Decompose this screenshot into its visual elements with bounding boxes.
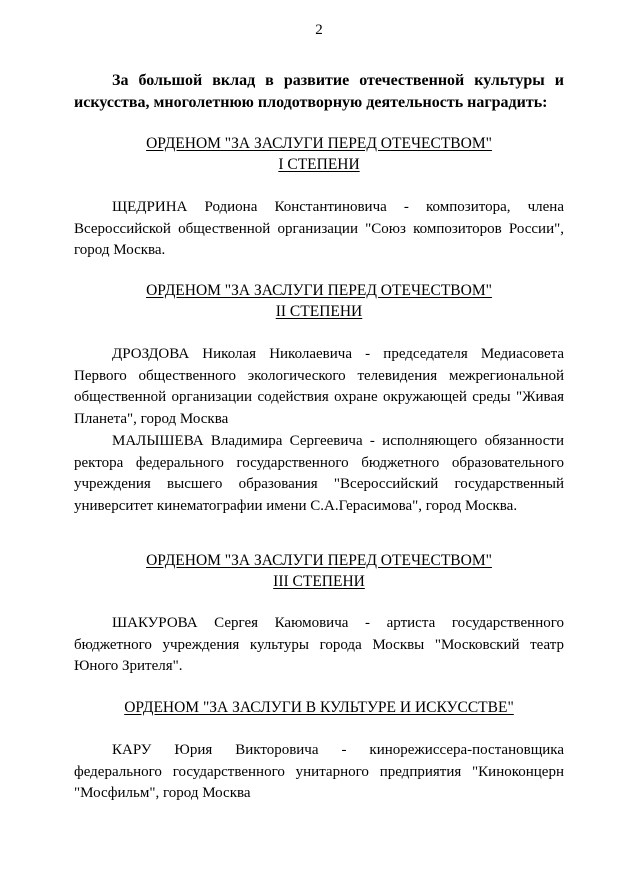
award-heading-title: ОРДЕНОМ "ЗА ЗАСЛУГИ ПЕРЕД ОТЕЧЕСТВОМ": [146, 282, 492, 299]
award-recipient-entry: ЩЕДРИНА Родиона Константиновича - композитора, члена Всероссийской общественной организации "Союз композиторов России", город Москва.: [74, 199, 564, 259]
intro-paragraph: За большой вклад в развитие отечественной культуры и искусства, многолетнюю плодотворную деятельность наградить:: [74, 72, 564, 111]
award-recipient-entry: КАРУ Юрия Викторовича - кинорежиссера-постановщика федерального государственного унитарного предприятия "Киноконцерн "Мосфильм", город Москва: [74, 742, 564, 802]
award-recipient-entry: ШАКУРОВА Сергея Каюмовича - артиста государственного бюджетного учреждения культуры города Москвы "Московский театр Юного Зрителя".: [74, 615, 564, 675]
award-heading-order-merit-1st: [74, 133, 564, 175]
award-heading-title: ОРДЕНОМ "ЗА ЗАСЛУГИ В КУЛЬТУРЕ И ИСКУССТВЕ": [124, 699, 514, 716]
award-recipients-list: [74, 344, 564, 518]
award-recipient-entry: МАЛЫШЕВА Владимира Сергеевича - исполняющего обязанности ректора федерального государственного бюджетного образовательного учреждения высшего образования "Всероссийский государственный университет кинематографии имени С.А.Герасимова", город Москва.: [74, 432, 564, 514]
award-heading-order-merit-3rd: [74, 550, 564, 592]
award-heading-order-culture-arts: [74, 697, 564, 718]
page-number: 2: [315, 22, 323, 38]
award-heading-degree: I СТЕПЕНИ: [278, 156, 360, 173]
award-heading-title: ОРДЕНОМ "ЗА ЗАСЛУГИ ПЕРЕД ОТЕЧЕСТВОМ": [146, 552, 492, 569]
award-heading-order-merit-2nd: [74, 280, 564, 322]
award-heading-title: ОРДЕНОМ "ЗА ЗАСЛУГИ ПЕРЕД ОТЕЧЕСТВОМ": [146, 135, 492, 152]
award-recipient-entry: ДРОЗДОВА Николая Николаевича - председателя Медиасовета Первого общественного экологического телевидения межрегиональной общественной организации содействия охране окружающей среды "Живая Планета", город Москва: [74, 346, 564, 428]
award-heading-degree: III СТЕПЕНИ: [273, 573, 365, 590]
award-heading-degree: II СТЕПЕНИ: [275, 303, 363, 320]
